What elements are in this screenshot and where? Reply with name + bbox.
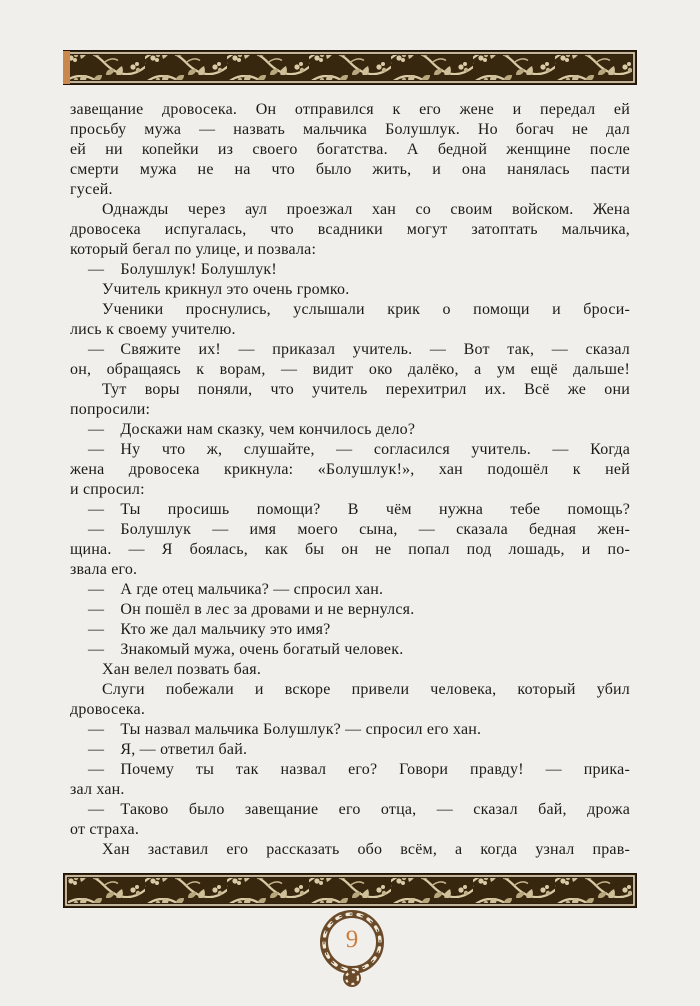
text-line: Слуги побежали и вскоре привели человека, который убил <box>102 681 630 698</box>
text-line: зал хан. <box>70 781 125 798</box>
text-line: жена дровосека крикнула: «Болушлук!», хан подошёл к ней <box>70 461 630 478</box>
floral-vine-band-icon <box>63 50 637 85</box>
text-line: от страха. <box>70 821 140 838</box>
text-line: Ученики проснулись, услышали крик о помощи и броси- <box>102 301 630 318</box>
text-line: — Он пошёл в лес за дровами и не вернулся. <box>88 601 415 618</box>
text-line: дровосека испугалась, что всадники могут затоптать мальчика, <box>70 221 630 238</box>
text-line: — Я, — ответил бай. <box>88 741 248 758</box>
text-line: который бегал по улице, и позвала: <box>70 241 317 258</box>
text-line: — Болушлук — имя моего сына, — сказала бедная жен- <box>88 521 630 538</box>
text-line: Учитель крикнул это очень громко. <box>102 281 350 298</box>
text-line: — Знакомый мужа, очень богатый человек. <box>88 641 404 658</box>
text-line: — Почему ты так назвал его? Говори правду! — прика- <box>88 761 630 778</box>
top-ornament-border <box>63 50 637 85</box>
text-line: просьбу мужа — назвать мальчика Болушлук. Но богач не дал <box>70 121 630 138</box>
text-line: ей ни копейки из своего богатства. А бедной женщине после <box>70 141 630 158</box>
text-line: гусей. <box>70 181 113 198</box>
text-line: Тут воры поняли, что учитель перехитрил их. Всё же они <box>102 381 630 398</box>
text-line: Хан заставил его рассказать обо всём, а когда узнал прав- <box>102 841 630 858</box>
text-line: он, обращаясь к ворам, — видит око далёко, а ум ещё дальше! <box>70 361 630 378</box>
text-line: лись к своему учителю. <box>70 321 236 338</box>
text-line: — Ну что ж, слушайте, — согласился учитель. — Когда <box>88 441 630 458</box>
text-line: — Болушлук! Болушлук! <box>88 261 277 278</box>
text-line: завещание дровосека. Он отправился к его жене и передал ей <box>70 101 630 118</box>
bottom-ornament-border <box>63 873 637 908</box>
text-line: Однажды через аул проезжал хан со своим войском. Жена <box>102 201 630 218</box>
text-line: — Ты просишь помощи? В чём нужна тебе помощь? <box>88 501 630 518</box>
text-line: смерти мужа не на что было жить, и она нанялась пасти <box>70 161 630 178</box>
text-line: — Таково было завещание его отца, — сказал бай, дрожа <box>88 801 630 818</box>
text-line: — Доскажи нам сказку, чем кончилось дело? <box>88 421 416 438</box>
text-line: звала его. <box>70 561 138 578</box>
text-line: — Ты назвал мальчика Болушлук? — спросил его хан. <box>88 721 482 738</box>
page-number-medallion <box>312 906 392 998</box>
floral-vine-band-icon <box>63 873 637 908</box>
text-line: — Свяжите их! — приказал учитель. — Вот так, — сказал <box>88 341 630 358</box>
page-number: 9 <box>345 926 359 953</box>
text-line: Хан велел позвать бая. <box>102 661 262 678</box>
text-line: дровосека. <box>70 701 146 718</box>
text-line: и спросил: <box>70 481 145 498</box>
text-line: — А где отец мальчика? — спросил хан. <box>88 581 384 598</box>
text-line: щина. — Я боялась, как бы он не попал под лошадь, и по- <box>70 541 630 558</box>
text-line: — Кто же дал мальчику это имя? <box>88 621 331 638</box>
text-block <box>70 100 630 860</box>
text-line: попросили: <box>70 401 151 418</box>
